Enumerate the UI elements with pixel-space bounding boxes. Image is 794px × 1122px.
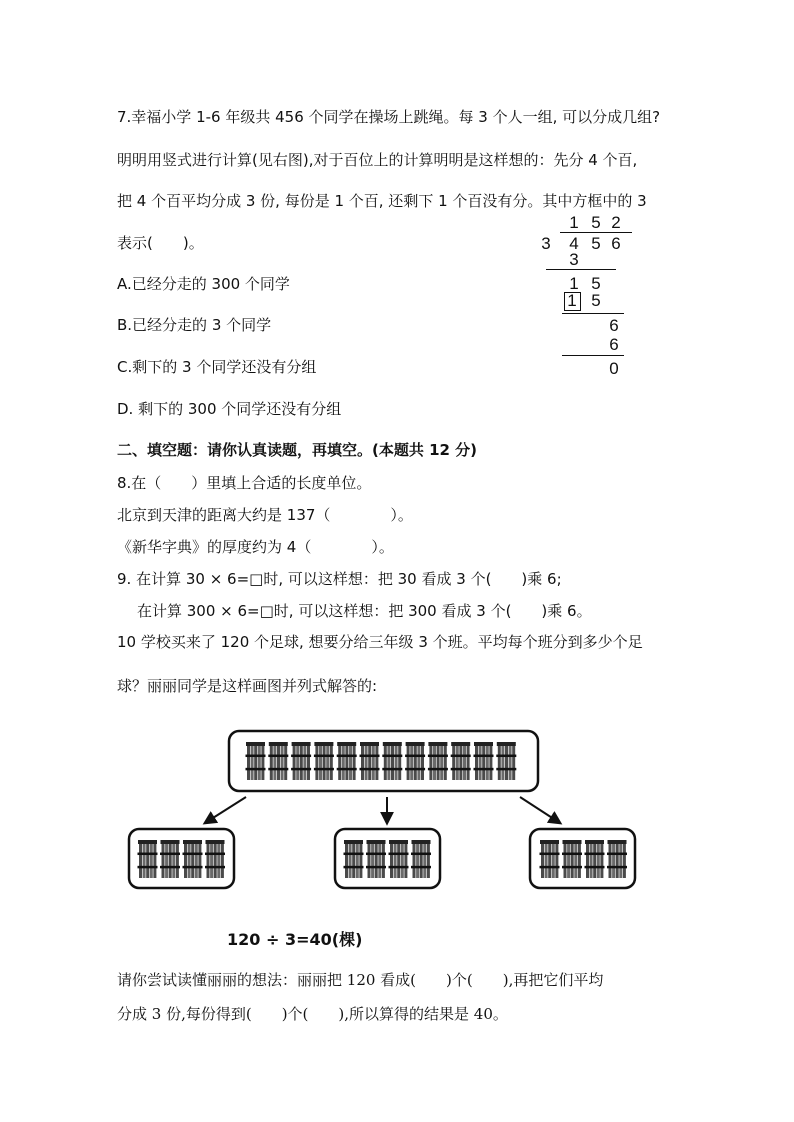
- bundle-icon: [382, 742, 402, 780]
- q7-line-3: 把 4 个百平均分成 3 份, 每份是 1 个百, 还剩下 1 个百没有分。其中方框中的 3: [117, 192, 647, 210]
- q10-answer-line-2: 分成 3 份,每份得到( )个( ),所以算得的结果是 40。: [117, 1005, 508, 1023]
- bundle-icon: [411, 840, 431, 878]
- q7-option-a[interactable]: A.已经分走的 300 个同学: [117, 275, 290, 293]
- step-2-digit-2: 5: [591, 274, 601, 293]
- step-1: 3: [569, 250, 579, 269]
- section-2-heading: 二、填空题：请你认真读题，再填空。(本题共 12 分): [117, 441, 478, 459]
- bundle-icon: [607, 840, 627, 878]
- divisor: 3: [541, 234, 551, 253]
- step-3-boxed-digit: 1: [567, 291, 577, 310]
- bundle-icon: [451, 742, 471, 780]
- bundle-icon: [291, 742, 311, 780]
- bundle-icon: [337, 742, 357, 780]
- q7-option-c[interactable]: C.剩下的 3 个同学还没有分组: [117, 358, 317, 376]
- dividend-digit-2: 5: [591, 234, 601, 253]
- quotient-digit-3: 2: [611, 213, 621, 232]
- bundle-icon: [160, 840, 180, 878]
- q7-line-4: 表示( )。: [117, 234, 204, 252]
- dividend-digit-3: 6: [611, 234, 621, 253]
- q9-line-2: 在计算 300 × 6=□时, 可以这样想：把 300 看成 3 个( )乘 6。: [137, 602, 592, 620]
- q10-line-2: 球？丽丽同学是这样画图并列式解答的:: [117, 677, 378, 695]
- division-formula: 120 ÷ 3=40(棵): [227, 930, 363, 949]
- bundle-icon: [268, 742, 288, 780]
- bundle-icon: [246, 742, 266, 780]
- bundle-icon: [183, 840, 203, 878]
- arrow-right: [520, 797, 560, 823]
- q9-line-1: 9. 在计算 30 × 6=□时, 可以这样想：把 30 看成 3 个( )乘 6;: [117, 570, 562, 588]
- bundle-icon: [428, 742, 448, 780]
- remainder: 0: [609, 359, 619, 378]
- step-4: 6: [609, 316, 619, 335]
- dividend-digit-1: 4: [569, 234, 579, 253]
- q7-option-d[interactable]: D. 剩下的 300 个同学还没有分组: [117, 400, 342, 418]
- bundle-icon: [585, 840, 605, 878]
- bundle-icon: [314, 742, 334, 780]
- step-2-digit-1: 1: [569, 274, 579, 293]
- q10-line-1: 10 学校买来了 120 个足球, 想要分给三年级 3 个班。平均每个班分到多少个足: [117, 633, 643, 651]
- q10-answer-line-1: 请你尝试读懂丽丽的想法：丽丽把 120 看成( )个( ),再把它们平均: [117, 971, 604, 989]
- bundle-icon: [366, 840, 386, 878]
- bundle-icon: [138, 840, 158, 878]
- q7-option-b[interactable]: B.已经分走的 3 个同学: [117, 316, 272, 334]
- bundle-icon: [540, 840, 560, 878]
- step-5: 6: [609, 335, 619, 354]
- bundle-icon: [562, 840, 582, 878]
- q8-line-3: 《新华字典》的厚度约为 4（ ）。: [117, 538, 394, 556]
- q7-line-1: 7.幸福小学 1-6 年级共 456 个同学在操场上跳绳。每 3 个人一组, 可以分成几组?: [117, 108, 661, 126]
- bundle-icon: [474, 742, 494, 780]
- bundle-icon: [360, 742, 380, 780]
- bundle-icon: [405, 742, 425, 780]
- q8-line-1: 8.在（ ）里填上合适的长度单位。: [117, 474, 372, 492]
- quotient-digit-1: 1: [569, 213, 579, 232]
- bundle-icon: [389, 840, 409, 878]
- step-3-digit: 5: [591, 291, 601, 310]
- bundle-icon: [205, 840, 225, 878]
- quotient-digit-2: 5: [591, 213, 601, 232]
- arrow-left: [205, 797, 246, 823]
- bundle-icon: [344, 840, 364, 878]
- q8-line-2: 北京到天津的距离大约是 137（ ）。: [117, 506, 413, 524]
- bundle-icon: [496, 742, 516, 780]
- q7-line-2: 明明用竖式进行计算(见右图),对于百位上的计算明明是这样想的：先分 4 个百,: [117, 151, 638, 169]
